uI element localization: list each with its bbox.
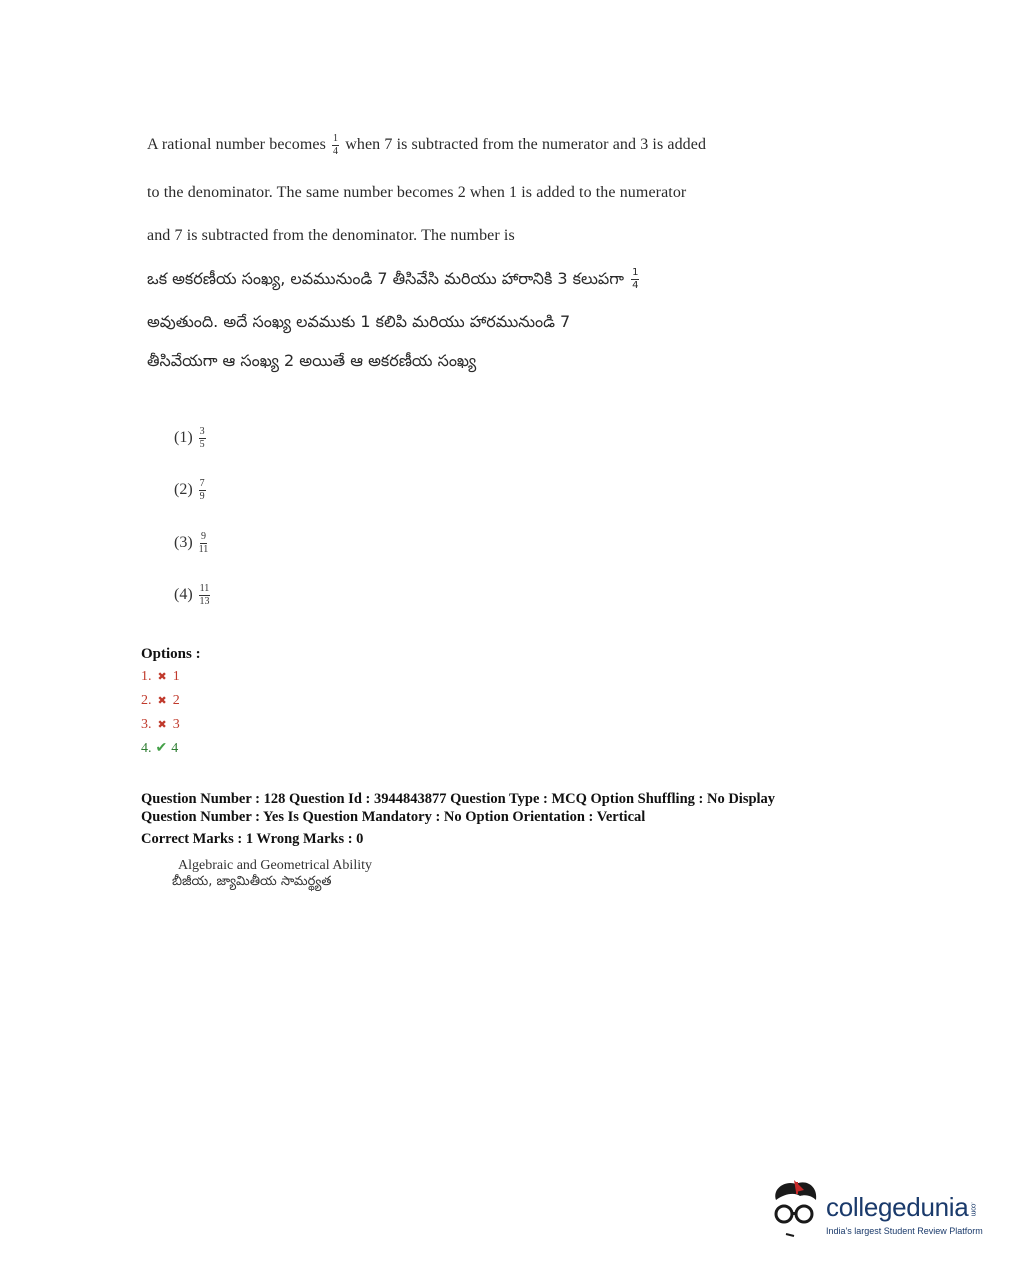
brand-tagline: India's largest Student Review Platform: [826, 1226, 983, 1236]
question-meta-line-3: Correct Marks : 1 Wrong Marks : 0: [141, 831, 364, 847]
choice-1: (1) $\frac{3}{5}$: [174, 426, 205, 450]
fraction: $\frac{3}{5}$: [199, 426, 205, 450]
choice-2: (2) $\frac{7}{9}$: [174, 478, 205, 502]
mascot-icon: [766, 1178, 824, 1242]
question-te-line-2: అవుతుంది. అదే సంఖ్య లవముకు 1 కలిపి మరియు హారమునుండి 7: [147, 312, 571, 331]
fraction: $\frac{1}{4}$: [333, 133, 339, 157]
cross-icon: ✖: [157, 671, 167, 683]
choice-4: (4) $\frac{11}{13}$: [174, 583, 210, 607]
section-title-te: బీజీయ, జ్యామితీయ సామర్థ్యత: [172, 874, 332, 889]
question-en-line-1: A rational number becomes $\frac{1}{4}$ when 7 is subtracted from the numerator and 3 is added: [147, 133, 707, 157]
question-meta-line-1: Question Number : 128 Question Id : 3944843877 Question Type : MCQ Option Shuffling : No Display: [141, 791, 776, 807]
options-heading: Options :: [141, 646, 201, 662]
option-2: 2. ✖ 2: [141, 693, 180, 708]
option-4: 4. ✔ 4: [141, 741, 179, 756]
cross-icon: ✖: [157, 719, 167, 731]
brand-name: collegedunia.com: [826, 1192, 977, 1222]
question-te-line-3: తీసివేయగా ఆ సంఖ్య 2 అయితే ఆ అకరణీయ సంఖ్య: [147, 351, 477, 370]
question-meta-line-2: Question Number : Yes Is Question Mandatory : No Option Orientation : Vertical: [141, 809, 646, 825]
question-en-line-2: to the denominator. The same number becomes 2 when 1 is added to the numerator: [147, 184, 687, 201]
option-3: 3. ✖ 3: [141, 717, 180, 732]
fraction: $\frac{9}{11}$: [198, 531, 209, 555]
option-1: 1. ✖ 1: [141, 669, 180, 684]
question-te-line-1: ఒక అకరణీయ సంఖ్య, లవమునుండి 7 తీసివేసి మరియు హారానికి 3 కలుపగా $\frac{1}{4}$: [147, 267, 639, 291]
choice-3: (3) $\frac{9}{11}$: [174, 531, 209, 555]
question-en-line-3: and 7 is subtracted from the denominator. The number is: [147, 227, 515, 244]
check-icon: ✔: [155, 741, 168, 756]
fraction: $\frac{7}{9}$: [199, 478, 205, 502]
section-title-en: Algebraic and Geometrical Ability: [178, 858, 372, 873]
fraction: $\frac{1}{4}$: [632, 267, 639, 291]
fraction: $\frac{11}{13}$: [199, 583, 210, 607]
brand-logo: [766, 1178, 996, 1248]
cross-icon: ✖: [157, 695, 167, 707]
